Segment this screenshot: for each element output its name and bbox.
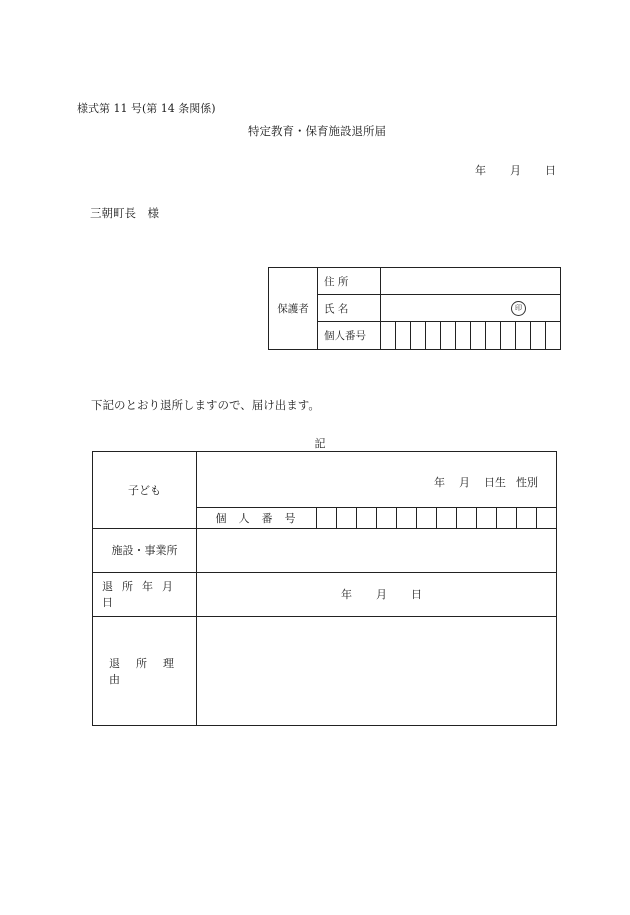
address-label: 住 所 — [317, 268, 381, 294]
digit-cell[interactable] — [376, 508, 396, 528]
address-field[interactable] — [381, 268, 560, 294]
date-day-label: 日 — [545, 164, 556, 177]
birth-day-label: 日生 — [484, 476, 506, 489]
main-table — [92, 451, 557, 726]
name-field[interactable] — [381, 295, 560, 321]
digit-cell[interactable] — [425, 322, 440, 349]
ki-heading: 記 — [314, 437, 326, 450]
withdrawal-day-label: 日 — [411, 588, 422, 601]
digit-cell[interactable] — [470, 322, 485, 349]
form-number: 様式第 11 号(第 14 条関係) — [77, 102, 216, 115]
digit-cell[interactable] — [516, 508, 536, 528]
addressee: 三朝町長 様 — [90, 206, 159, 220]
guardian-personal-number-row — [317, 322, 560, 349]
guardian-personal-number-label: 個人番号 — [317, 322, 381, 349]
reason-field[interactable] — [197, 616, 556, 725]
digit-cell[interactable] — [536, 508, 556, 528]
child-personal-number-cells[interactable] — [316, 508, 556, 528]
date-year-label: 年 — [475, 164, 486, 177]
guardian-personal-number-cells[interactable] — [381, 322, 560, 349]
withdrawal-date-label: 退所年月日 — [93, 572, 197, 616]
child-info — [197, 452, 556, 528]
digit-cell[interactable] — [440, 322, 455, 349]
digit-cell[interactable] — [395, 322, 410, 349]
reason-label: 退所理由 — [93, 616, 197, 725]
withdrawal-month-label: 月 — [376, 588, 387, 601]
digit-cell[interactable] — [515, 322, 530, 349]
digit-cell[interactable] — [496, 508, 516, 528]
child-personal-number-row — [197, 507, 556, 528]
digit-cell[interactable] — [316, 508, 336, 528]
withdrawal-date-field[interactable] — [197, 572, 556, 616]
digit-cell[interactable] — [410, 322, 425, 349]
digit-cell[interactable] — [530, 322, 545, 349]
guardian-name-row — [317, 295, 560, 322]
guardian-table — [268, 267, 561, 350]
digit-cell[interactable] — [436, 508, 456, 528]
name-label: 氏 名 — [317, 295, 381, 321]
child-label: 子ども — [93, 452, 197, 528]
digit-cell[interactable] — [396, 508, 416, 528]
birth-year-label: 年 — [434, 476, 445, 489]
digit-cell[interactable] — [455, 322, 470, 349]
child-birth-line[interactable] — [434, 474, 538, 490]
digit-cell[interactable] — [356, 508, 376, 528]
digit-cell[interactable] — [456, 508, 476, 528]
child-personal-number-label: 個人番号 — [215, 512, 308, 525]
digit-cell[interactable] — [416, 508, 436, 528]
facility-field[interactable] — [197, 528, 556, 572]
guardian-address-row — [317, 268, 560, 295]
guardian-label: 保護者 — [269, 268, 318, 349]
facility-label: 施設・事業所 — [93, 528, 197, 572]
birth-month-label: 月 — [459, 476, 470, 489]
withdrawal-year-label: 年 — [341, 588, 352, 601]
digit-cell[interactable] — [545, 322, 560, 349]
gender-label: 性別 — [516, 476, 538, 489]
digit-cell[interactable] — [500, 322, 515, 349]
date-month-label: 月 — [510, 164, 521, 177]
page-title: 特定教育・保育施設退所届 — [248, 124, 386, 138]
digit-cell[interactable] — [381, 322, 395, 349]
digit-cell[interactable] — [476, 508, 496, 528]
digit-cell[interactable] — [485, 322, 500, 349]
digit-cell[interactable] — [336, 508, 356, 528]
intro-text: 下記のとおり退所しますので、届け出ます。 — [91, 398, 320, 412]
seal-mark: 印 — [511, 301, 526, 316]
